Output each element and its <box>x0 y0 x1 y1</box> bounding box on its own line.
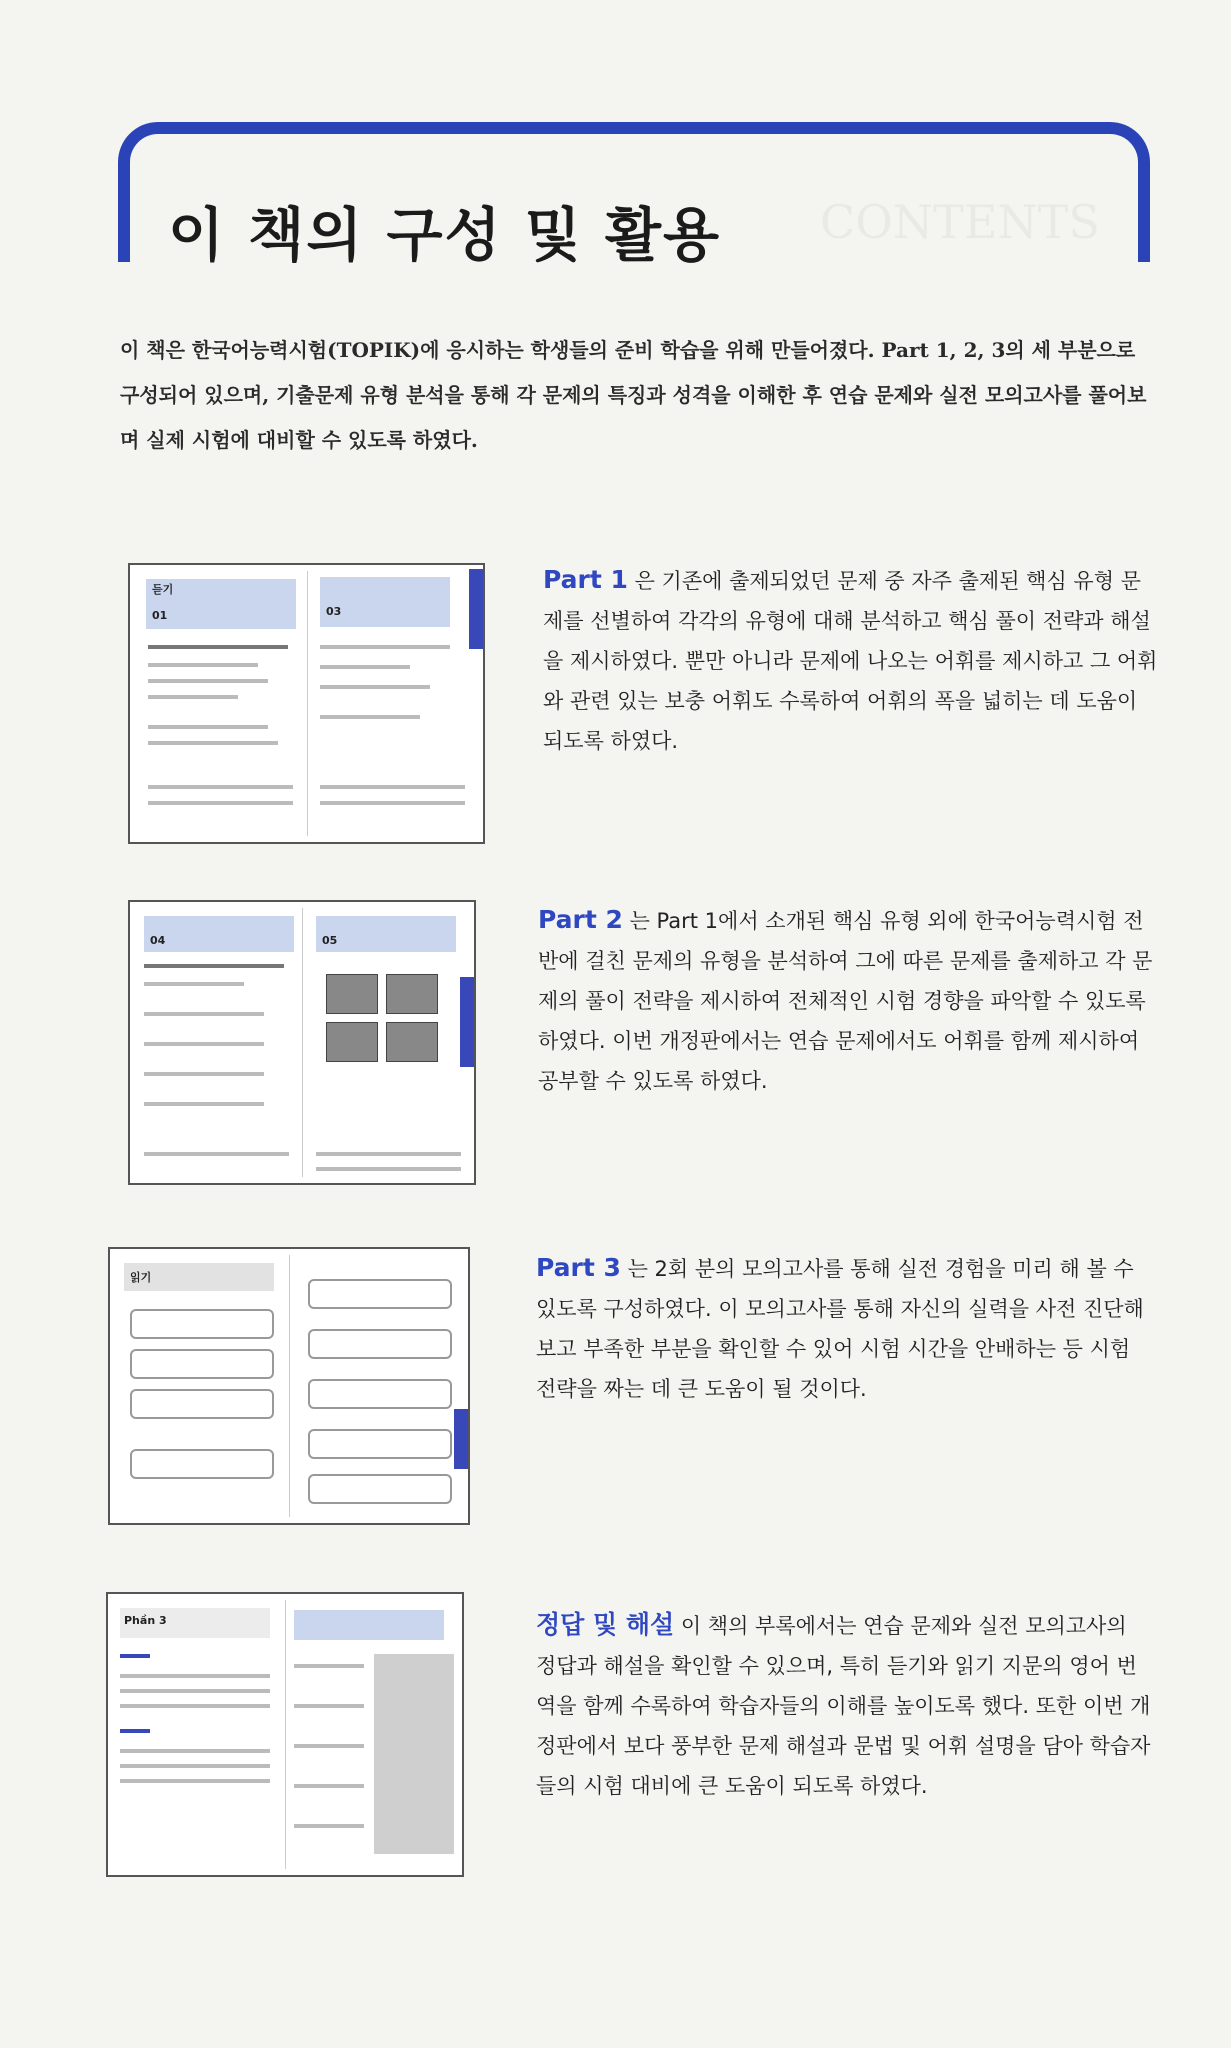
part3-description <box>536 1248 1152 1409</box>
part2-label: Part 2 <box>538 905 623 934</box>
part3-text: 는 2회 분의 모의고사를 통해 실전 경험을 미리 해 볼 수 있도록 구성하였다. 이 모의고사를 통해 자신의 실력을 사전 진단해 보고 부족한 부분을 확인할 수 있어 시험 시간을 안배하는 등 시험 전략을 짜는 데 큰 도움이 될 것이다. <box>536 1257 1144 1401</box>
intro-paragraph: 이 책은 한국어능력시험(TOPIK)에 응시하는 학생들의 준비 학습을 위해 만들어졌다. Part 1, 2, 3의 세 부분으로 구성되어 있으며, 기출문제 유형 분석을 통해 각 문제의 특징과 성격을 이해한 후 연습 문제와 실전 모의고사를 풀어보며 실제 시험에 대비할 수 있도록 하였다. <box>120 338 1147 452</box>
part1-text: 은 기존에 출제되었던 문제 중 자주 출제된 핵심 유형 문제를 선별하여 각각의 유형에 대해 분석하고 핵심 풀이 전략과 해설을 제시하였다. 뿐만 아니라 문제에 나오는 어휘를 제시하고 그 어휘와 관련 있는 보충 어휘도 수록하여 어휘의 폭을 넓히는 데 도움이 되도록 하였다. <box>543 569 1158 753</box>
part2-text: 는 Part 1에서 소개된 핵심 유형 외에 한국어능력시험 전반에 걸친 문제의 유형을 분석하여 그에 따른 문제를 출제하고 각 문제의 풀이 전략을 제시하여 전체적인 시험 경향을 파악할 수 있도록 하였다. 이번 개정판에서는 연습 문제에서도 어휘를 함께 제시하여 공부할 수 있도록 하였다. <box>538 909 1153 1093</box>
part3-thumbnail: 읽기 <box>108 1247 470 1525</box>
answers-label: 정답 및 해설 <box>536 1610 675 1639</box>
page-title: 이 책의 구성 및 활용 <box>168 201 721 269</box>
part1-description <box>543 560 1159 761</box>
part1-label: Part 1 <box>543 565 628 594</box>
part3-label: Part 3 <box>536 1253 621 1282</box>
ghost-watermark: CONTENTS <box>820 195 1100 249</box>
answers-description <box>536 1605 1152 1806</box>
part1-thumbnail: 듣기 01 03 <box>128 563 485 844</box>
answers-thumbnail: Phần 3 <box>106 1592 464 1877</box>
answers-text: 이 책의 부록에서는 연습 문제와 실전 모의고사의 정답과 해설을 확인할 수 있으며, 특히 듣기와 읽기 지문의 영어 번역을 함께 수록하여 학습자들의 이해를 높이도록 했다. 또한 이번 개정판에서 보다 풍부한 문제 해설과 문법 및 어휘 설명을 담아 학습자들의 시험 대비에 큰 도움이 되도록 하였다. <box>536 1614 1151 1798</box>
part2-thumbnail: 04 05 <box>128 900 476 1185</box>
part2-description <box>538 900 1154 1101</box>
